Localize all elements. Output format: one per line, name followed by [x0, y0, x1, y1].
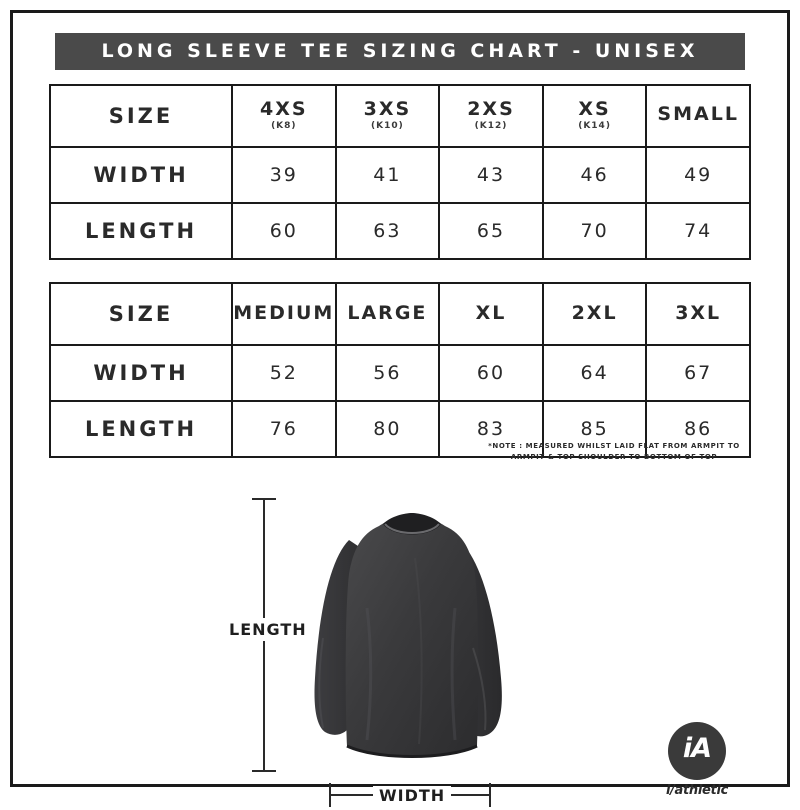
table-row	[50, 283, 750, 345]
column-header-small	[646, 85, 750, 147]
cell-width-3xs: 41	[336, 147, 440, 203]
column-sublabel: (K12)	[474, 121, 508, 132]
brand-logo	[649, 722, 745, 800]
table-row	[50, 203, 750, 259]
column-label: SMALL	[657, 103, 739, 126]
long-sleeve-tee-image	[287, 488, 537, 788]
logo-badge-icon	[668, 722, 726, 780]
column-label: 2XS	[467, 98, 515, 121]
cell-width-2xs: 43	[439, 147, 543, 203]
size-table-large	[49, 282, 751, 458]
cell-width-2xl: 64	[543, 345, 647, 401]
logo-monogram: iA	[682, 733, 712, 764]
column-header-large: LARGE	[336, 283, 440, 345]
column-header-4xs	[232, 85, 336, 147]
column-header-3xl: 3XL	[646, 283, 750, 345]
column-label: 4XS	[260, 98, 308, 121]
cell-width-3xl: 67	[646, 345, 750, 401]
column-header-3xs	[336, 85, 440, 147]
cell-length-4xs: 60	[232, 203, 336, 259]
column-header-medium: MEDIUM	[232, 283, 336, 345]
logo-wordmark: i/athletic	[665, 783, 729, 798]
column-header-xl: XL	[439, 283, 543, 345]
cell-width-xs: 46	[543, 147, 647, 203]
cell-width-4xs: 39	[232, 147, 336, 203]
cell-length-3xs: 63	[336, 203, 440, 259]
column-sublabel: (K14)	[578, 121, 611, 132]
cell-length-3xl: 86	[646, 401, 750, 457]
row-header-length: LENGTH	[50, 401, 232, 457]
column-sublabel: (K8)	[271, 121, 297, 132]
measurement-note: *NOTE : MEASURED WHILST LAID FLAT FROM ARMPIT TO ARMPIT & TOP SHOULDER TO BOTTOM OF TOP	[488, 442, 740, 461]
row-header-width: WIDTH	[50, 345, 232, 401]
column-label: XS	[578, 98, 611, 121]
row-header-size: SIZE	[50, 85, 232, 147]
shirt-body	[346, 515, 479, 757]
cell-width-medium: 52	[232, 345, 336, 401]
column-label: 3XS	[363, 98, 412, 121]
length-measure-label: LENGTH	[225, 618, 311, 641]
column-header-xs	[543, 85, 647, 147]
cell-length-2xs: 65	[439, 203, 543, 259]
cell-length-2xl: 85	[543, 401, 647, 457]
table-row	[50, 85, 750, 147]
column-header-2xl: 2XL	[543, 283, 647, 345]
cell-width-large: 56	[336, 345, 440, 401]
chart-title: LONG SLEEVE TEE SIZING CHART - UNISEX	[55, 33, 745, 70]
table-row	[50, 147, 750, 203]
cell-length-xl: 83	[439, 401, 543, 457]
column-header-2xs	[439, 85, 543, 147]
cell-length-large: 80	[336, 401, 440, 457]
chart-frame	[10, 10, 790, 805]
row-header-size: SIZE	[50, 283, 232, 345]
cell-width-xl: 60	[439, 345, 543, 401]
cell-length-medium: 76	[232, 401, 336, 457]
cell-length-small: 74	[646, 203, 750, 259]
column-sublabel: (K10)	[371, 121, 404, 132]
cell-length-xs: 70	[543, 203, 647, 259]
table-row	[50, 345, 750, 401]
cell-width-small: 49	[646, 147, 750, 203]
size-table-small	[49, 84, 751, 260]
row-header-width: WIDTH	[50, 147, 232, 203]
garment-illustration	[37, 480, 763, 810]
width-measure-label: WIDTH	[373, 786, 451, 805]
row-header-length: LENGTH	[50, 203, 232, 259]
